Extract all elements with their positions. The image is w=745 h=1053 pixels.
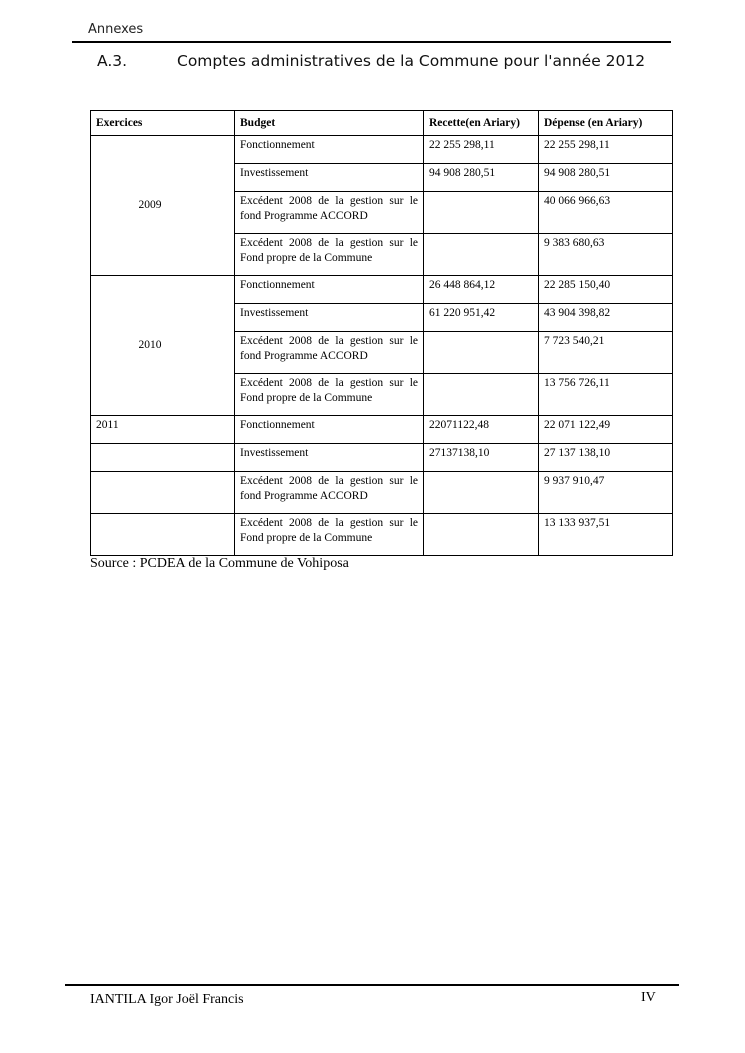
header-exercices: Exercices	[91, 111, 235, 136]
table-header-row	[91, 111, 673, 136]
recette-cell: 26 448 864,12	[424, 276, 539, 304]
section-number: A.3.	[97, 52, 128, 70]
source-note: Source : PCDEA de la Commune de Vohiposa	[90, 556, 349, 571]
recette-cell	[424, 234, 539, 276]
footer-author: IANTILA Igor Joël Francis	[90, 992, 244, 1007]
depense-cell: 27 137 138,10	[539, 444, 673, 472]
recette-cell: 94 908 280,51	[424, 164, 539, 192]
budget-cell: Fonctionnement	[235, 276, 424, 304]
section-title	[97, 52, 645, 70]
depense-cell: 94 908 280,51	[539, 164, 673, 192]
budget-cell: Fonctionnement	[235, 136, 424, 164]
recette-cell	[424, 374, 539, 416]
table-row	[91, 514, 673, 556]
budget-cell: Investissement	[235, 304, 424, 332]
header-budget: Budget	[235, 111, 424, 136]
budget-cell: Excédent 2008 de la gestion sur le fond Programme ACCORD	[235, 332, 424, 374]
empty-year-cell	[91, 514, 235, 556]
table-row	[91, 276, 673, 304]
page-number: IV	[641, 990, 656, 1005]
recette-cell	[424, 472, 539, 514]
year-cell: 2010	[91, 276, 235, 416]
depense-cell: 9 937 910,47	[539, 472, 673, 514]
table-row	[91, 136, 673, 164]
recette-cell: 22071122,48	[424, 416, 539, 444]
budget-cell: Excédent 2008 de la gestion sur le Fond propre de la Commune	[235, 234, 424, 276]
depense-cell: 22 071 122,49	[539, 416, 673, 444]
recette-cell	[424, 514, 539, 556]
recette-cell: 22 255 298,11	[424, 136, 539, 164]
budget-cell: Excédent 2008 de la gestion sur le Fond propre de la Commune	[235, 514, 424, 556]
recette-cell: 61 220 951,42	[424, 304, 539, 332]
depense-cell: 22 255 298,11	[539, 136, 673, 164]
budget-cell: Investissement	[235, 164, 424, 192]
empty-year-cell	[91, 472, 235, 514]
footer-divider	[65, 984, 679, 986]
depense-cell: 43 904 398,82	[539, 304, 673, 332]
depense-cell: 9 383 680,63	[539, 234, 673, 276]
depense-cell: 13 756 726,11	[539, 374, 673, 416]
running-header: Annexes	[88, 22, 144, 37]
depense-cell: 40 066 966,63	[539, 192, 673, 234]
recette-cell: 27137138,10	[424, 444, 539, 472]
year-cell: 2011	[91, 416, 235, 444]
budget-cell: Excédent 2008 de la gestion sur le Fond propre de la Commune	[235, 374, 424, 416]
depense-cell: 13 133 937,51	[539, 514, 673, 556]
budget-cell: Excédent 2008 de la gestion sur le fond Programme ACCORD	[235, 472, 424, 514]
header-divider	[72, 41, 671, 43]
section-title-text: Comptes administratives de la Commune pour l'année 2012	[177, 52, 646, 70]
year-cell: 2009	[91, 136, 235, 276]
recette-cell	[424, 332, 539, 374]
budget-cell: Excédent 2008 de la gestion sur le fond Programme ACCORD	[235, 192, 424, 234]
recette-cell	[424, 192, 539, 234]
table-row	[91, 444, 673, 472]
depense-cell: 22 285 150,40	[539, 276, 673, 304]
header-recette: Recette(en Ariary)	[424, 111, 539, 136]
budget-cell: Investissement	[235, 444, 424, 472]
budget-cell: Fonctionnement	[235, 416, 424, 444]
header-depense: Dépense (en Ariary)	[539, 111, 673, 136]
table-row	[91, 416, 673, 444]
accounts-table	[90, 110, 673, 556]
empty-year-cell	[91, 444, 235, 472]
table-row	[91, 472, 673, 514]
depense-cell: 7 723 540,21	[539, 332, 673, 374]
